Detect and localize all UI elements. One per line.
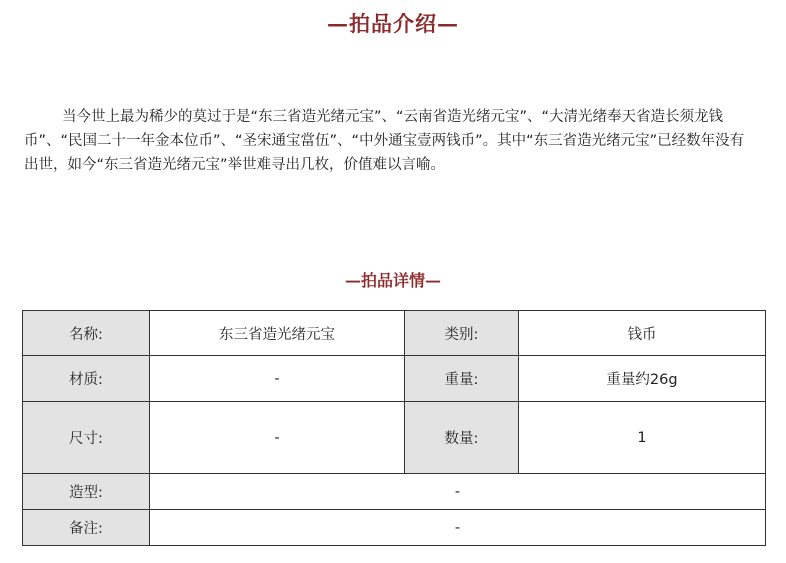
intro-paragraph: 当今世上最为稀少的莫过于是“东三省造光绪元宝”、“云南省造光绪元宝”、“大清光绪奉天省造长须龙钱币”、“民国二十一年金本位币”、“圣宋通宝當伍”、“中外通宝壹两钱币”。其中“东三省造光绪元宝”已经数年没有出世，如今“东三省造光绪元宝”举世难寻出几枚，价值难以言喻。 xyxy=(24,109,745,173)
remark-label: 备注: xyxy=(23,510,150,546)
shape-label: 造型: xyxy=(23,474,150,510)
table-row-name xyxy=(23,311,766,356)
material-label: 材质: xyxy=(23,356,150,402)
name-label: 名称: xyxy=(23,311,150,356)
table-row-shape xyxy=(23,474,766,510)
category-value: 钱币 xyxy=(519,311,766,356)
table-row-material xyxy=(23,356,766,402)
category-label: 类别: xyxy=(405,311,519,356)
quantity-label: 数量: xyxy=(405,402,519,474)
remark-value: - xyxy=(150,510,766,546)
weight-label: 重量: xyxy=(405,356,519,402)
shape-value: - xyxy=(150,474,766,510)
material-value: - xyxy=(150,356,405,402)
table-row-size xyxy=(23,402,766,474)
weight-value: 重量约26g xyxy=(519,356,766,402)
quantity-value: 1 xyxy=(519,402,766,474)
name-value: 东三省造光绪元宝 xyxy=(150,311,405,356)
size-label: 尺寸: xyxy=(23,402,150,474)
details-table xyxy=(22,310,766,546)
page-title: —拍品介绍— xyxy=(327,11,459,36)
size-value: - xyxy=(150,402,405,474)
table-row-remark xyxy=(23,510,766,546)
details-title: —拍品详情— xyxy=(344,271,441,290)
